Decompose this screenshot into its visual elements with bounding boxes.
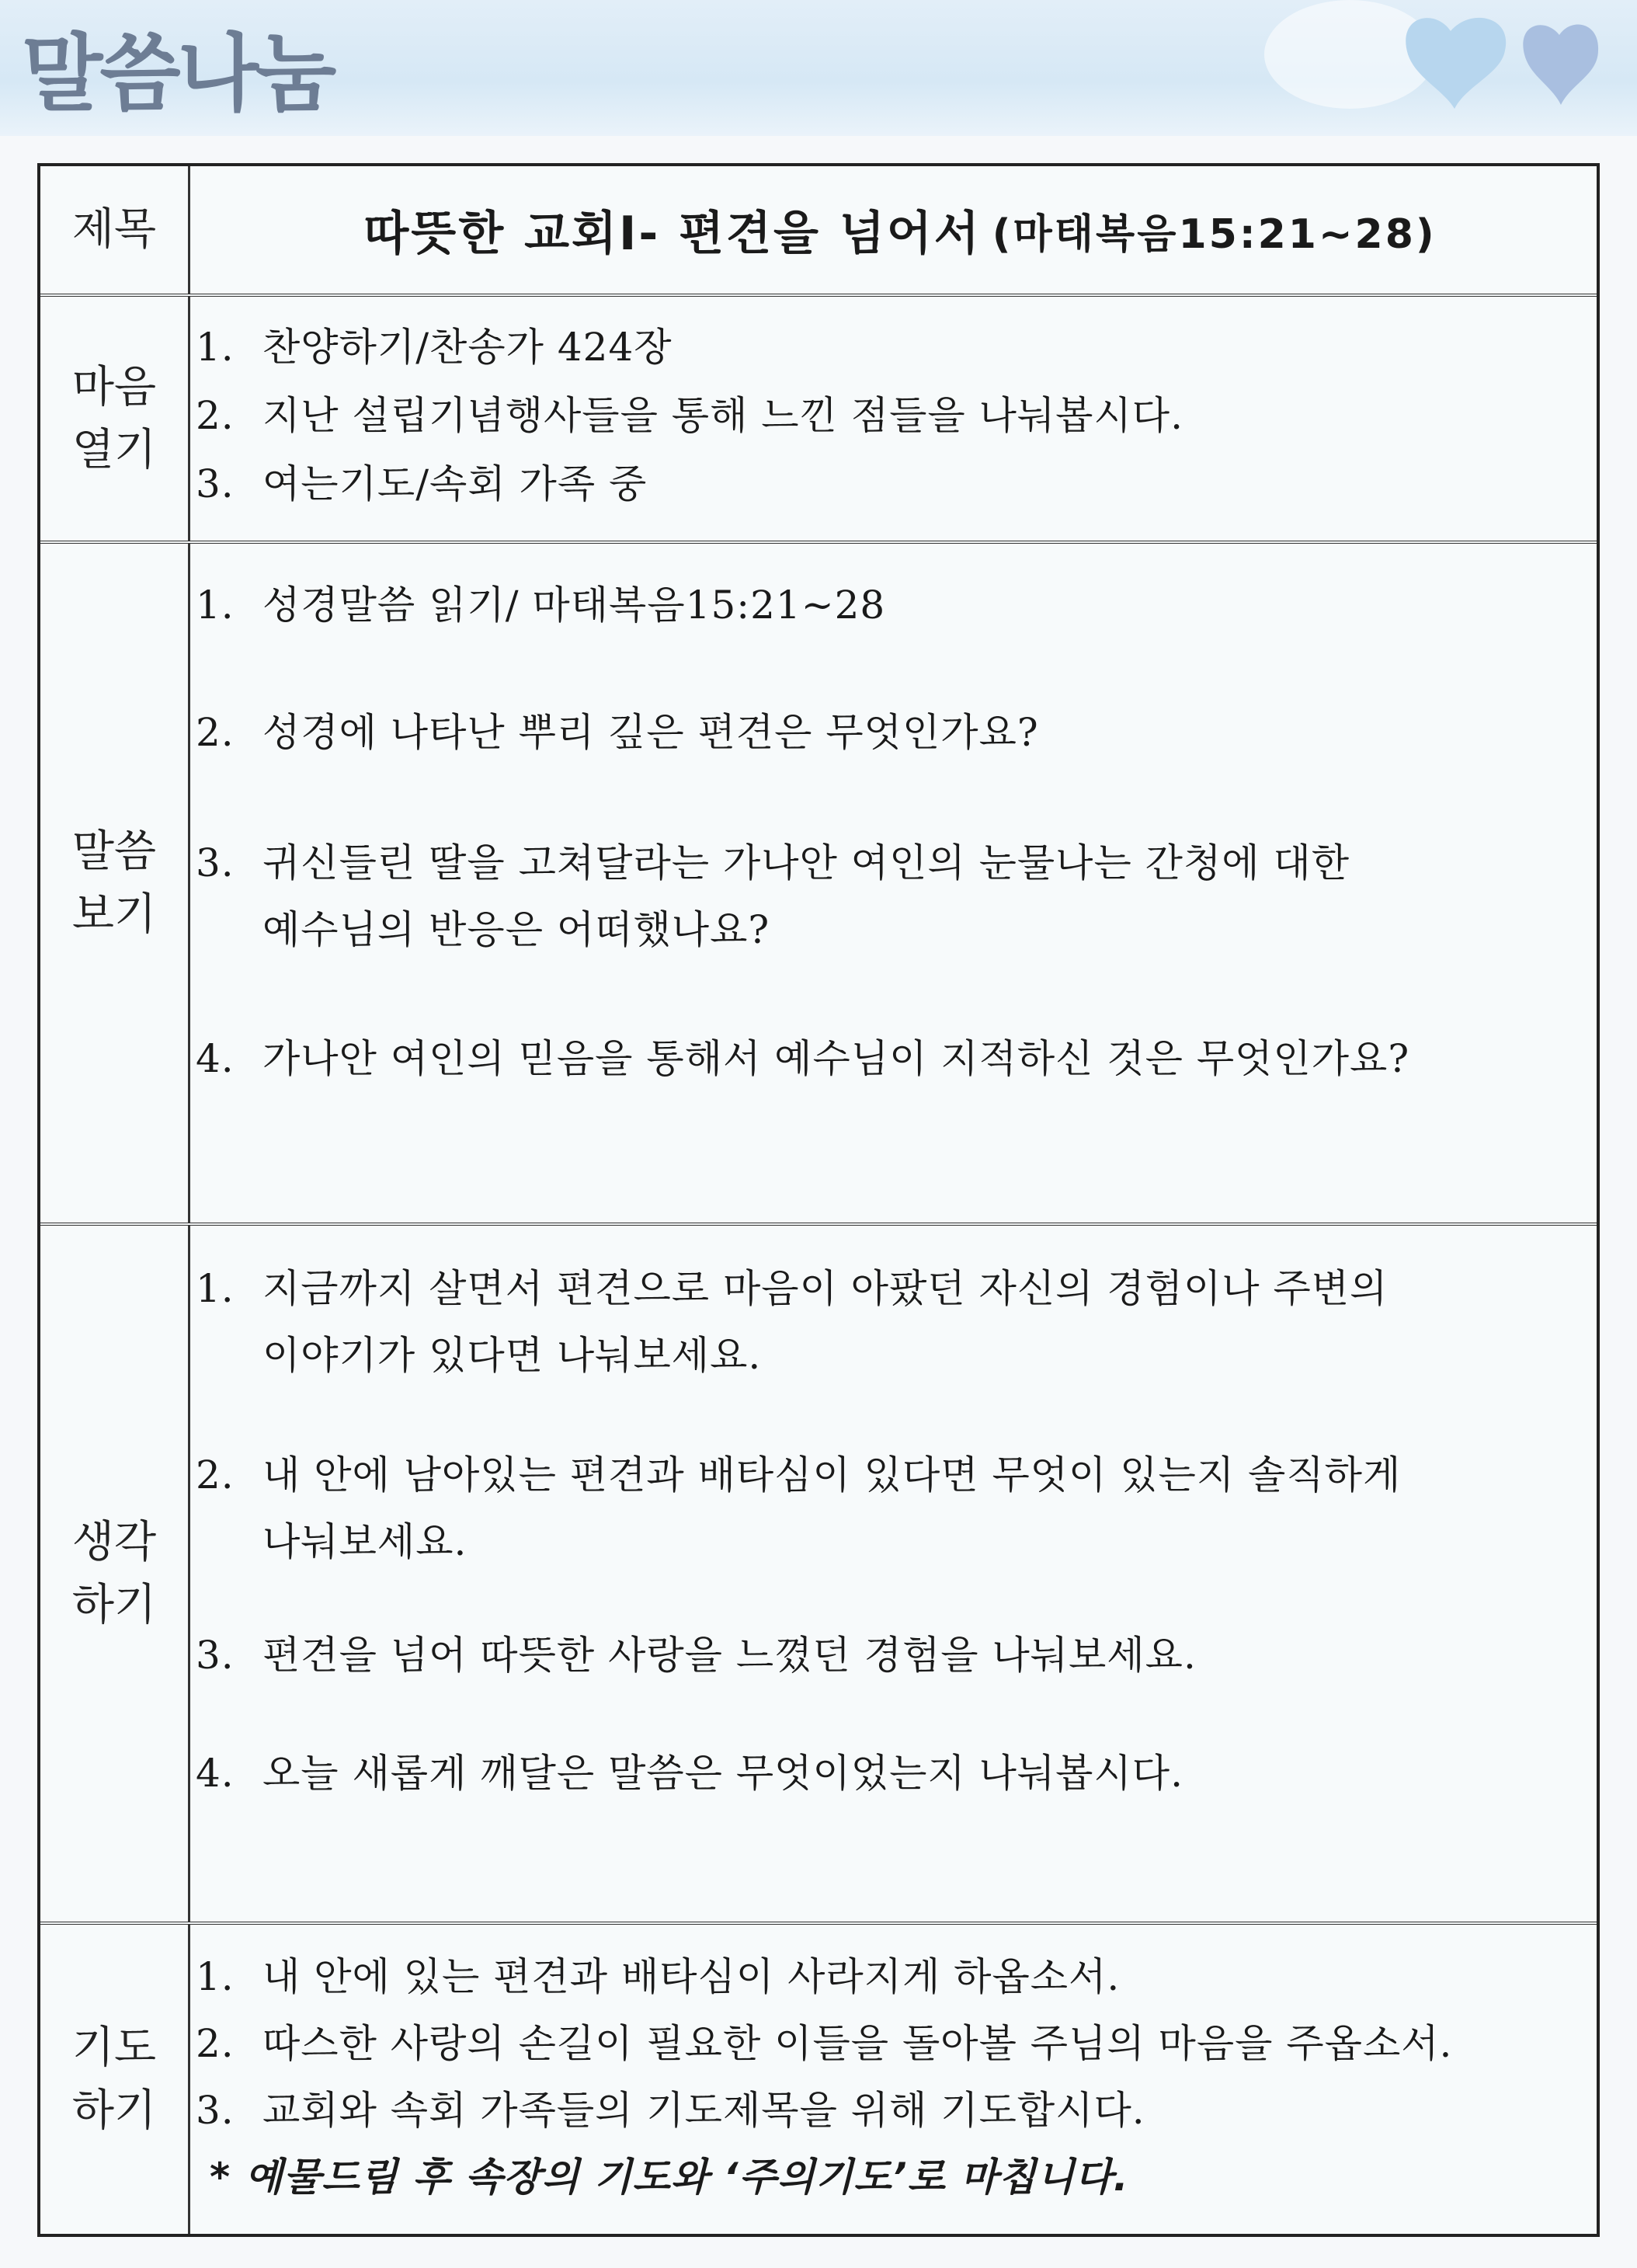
sermon-title bbox=[211, 166, 1589, 294]
hearts-decoration-icon bbox=[1256, 0, 1614, 136]
list-item: 1. 지금까지 살면서 편견으로 마음이 아팠던 자신의 경험이나 주변의 이야기가 있다면 나눠보세요. bbox=[196, 1266, 1388, 1378]
sermon-title-text: 따뜻한 교회Ⅰ- 편견을 넘어서 bbox=[363, 207, 982, 261]
header-banner bbox=[0, 0, 1637, 136]
title-row bbox=[40, 166, 1597, 297]
closing-note: * 예물드림 후 속장의 기도와 ‘주의기도’로 마칩니다. bbox=[210, 2155, 1129, 2200]
title-label: 제목 bbox=[40, 166, 190, 294]
list-item: 2. 따스한 사랑의 손길이 필요한 이들을 돌아볼 주님의 마음을 주옵소서. bbox=[196, 2021, 1453, 2066]
section-label: 말씀 보기 bbox=[40, 544, 190, 1223]
list-item: 3. 여는기도/속회 가족 중 bbox=[196, 461, 648, 506]
section-scripture bbox=[40, 544, 1597, 1226]
list-item: 2. 성경에 나타난 뿌리 깊은 편견은 무엇인가요? bbox=[196, 710, 1039, 755]
section-opening bbox=[40, 297, 1597, 544]
list-item: 3. 편견을 넘어 따뜻한 사랑을 느꼈던 경험을 나눠보세요. bbox=[196, 1633, 1197, 1678]
discussion-sheet bbox=[37, 163, 1600, 2237]
list-item: 1. 내 안에 있는 편견과 배타심이 사라지게 하옵소서. bbox=[196, 1954, 1121, 1999]
scripture-reference: (마태복음15:21~28) bbox=[992, 210, 1437, 258]
list-item: 2. 지난 설립기념행사들을 통해 느낀 점들을 나눠봅시다. bbox=[196, 393, 1183, 438]
section-label: 마음 열기 bbox=[40, 297, 190, 541]
section-label: 생각 하기 bbox=[40, 1226, 190, 1922]
list-item: 4. 오늘 새롭게 깨달은 말씀은 무엇이었는지 나눠봅시다. bbox=[196, 1751, 1183, 1796]
list-item: 2. 내 안에 남아있는 편견과 배타심이 있다면 무엇이 있는지 솔직하게 나눠보세요. bbox=[196, 1452, 1402, 1564]
section-label: 기도 하기 bbox=[40, 1925, 190, 2234]
list-item: 3. 교회와 속회 가족들의 기도제목을 위해 기도합시다. bbox=[196, 2088, 1145, 2133]
list-item: 4. 가나안 여인의 믿음을 통해서 예수님이 지적하신 것은 무엇인가요? bbox=[196, 1036, 1410, 1081]
list-item: 1. 찬양하기/찬송가 424장 bbox=[196, 325, 673, 370]
list-item: 1. 성경말씀 읽기/ 마태복음15:21~28 bbox=[196, 583, 886, 628]
banner-title: 말씀나눔 bbox=[22, 26, 334, 123]
section-prayer bbox=[40, 1925, 1597, 2234]
section-reflection bbox=[40, 1226, 1597, 1925]
list-item: 3. 귀신들린 딸을 고쳐달라는 가나안 여인의 눈물나는 간청에 대한 예수님의 반응은 어떠했나요? bbox=[196, 840, 1350, 952]
